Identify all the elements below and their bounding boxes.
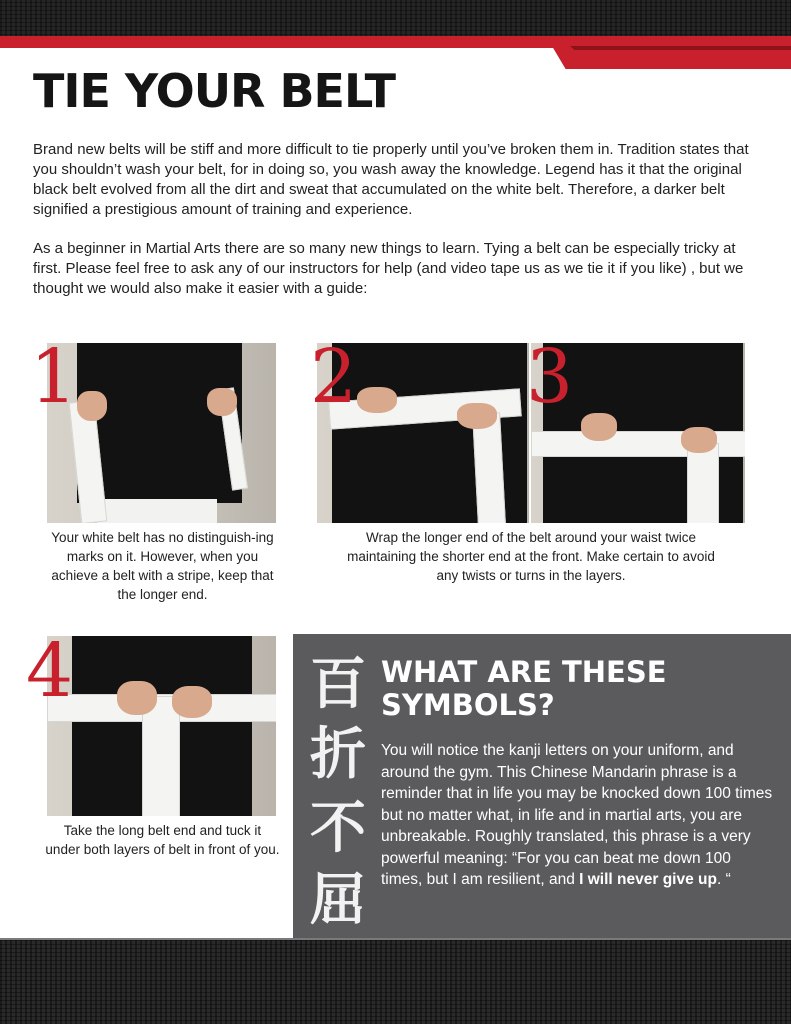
intro-paragraph-2: As a beginner in Martial Arts there are so many new things to learn. Tying a belt can be especially tricky at first. Please feel free to ask any of our instructors for help (and video tape us as we tie it if you like) , but we thought we would also make it easier with a guide:: [33, 240, 744, 297]
footer-texture-band: [0, 940, 791, 1024]
symbols-body: [381, 740, 776, 891]
kanji-character-1: 百: [310, 651, 366, 717]
symbols-body-text: You will notice the kanji letters on your uniform, and around the gym. This Chinese Mandarin phrase is a reminder that in life you may be knocked down 100 times but no matter what, in life and in martial arts, you are unbreakable. Roughly translated, this phrase is a very powerful meaning: “For you can beat me down 100 times, but I am resilient, and: [381, 742, 773, 888]
step-4-number: 4: [26, 628, 74, 714]
step-1-photo: [47, 343, 276, 523]
step-2-number: 2: [310, 334, 358, 420]
step-4-photo: [47, 636, 276, 816]
step-4-caption: Take the long belt end and tuck it under both layers of belt in front of you.: [45, 823, 280, 857]
red-accent-shadow: [570, 46, 791, 50]
step-3-number: 3: [526, 334, 574, 420]
page-title: TIE YOUR BELT: [33, 64, 396, 118]
step-1-number: 1: [30, 334, 78, 420]
step-1-caption: Your white belt has no distinguish-ing marks on it. However, when you achieve a belt with a stripe, keep that the longer end.: [51, 530, 274, 602]
kanji-character-3: 不: [310, 795, 366, 861]
steps-2-3-caption: Wrap the longer end of the belt around your waist twice maintaining the shorter end at the front. Make certain to avoid any twists or turns in the layers.: [347, 530, 715, 583]
symbols-body-end: . “: [716, 871, 731, 888]
red-accent-bar: [0, 36, 600, 48]
kanji-character-4: 屈: [310, 867, 366, 933]
symbols-body-emphasis: I will never give up: [579, 871, 717, 888]
kanji-character-2: 折: [310, 721, 366, 787]
intro-text: [33, 140, 763, 318]
symbols-title: WHAT ARE THESE SYMBOLS?: [381, 655, 667, 722]
header-texture-band: [0, 0, 791, 38]
red-accent-bar-right: [546, 36, 791, 69]
intro-paragraph-1: Brand new belts will be stiff and more difficult to tie properly until you’ve broken them in. Tradition states that you shouldn’t wash your belt, for in doing so, you wash away the knowledge. Legend has it that the original black belt evolved from all the dirt and sweat that accumulated on the white belt. Therefore, a darker belt signified a prestigious amount of training and experience.: [33, 141, 749, 218]
